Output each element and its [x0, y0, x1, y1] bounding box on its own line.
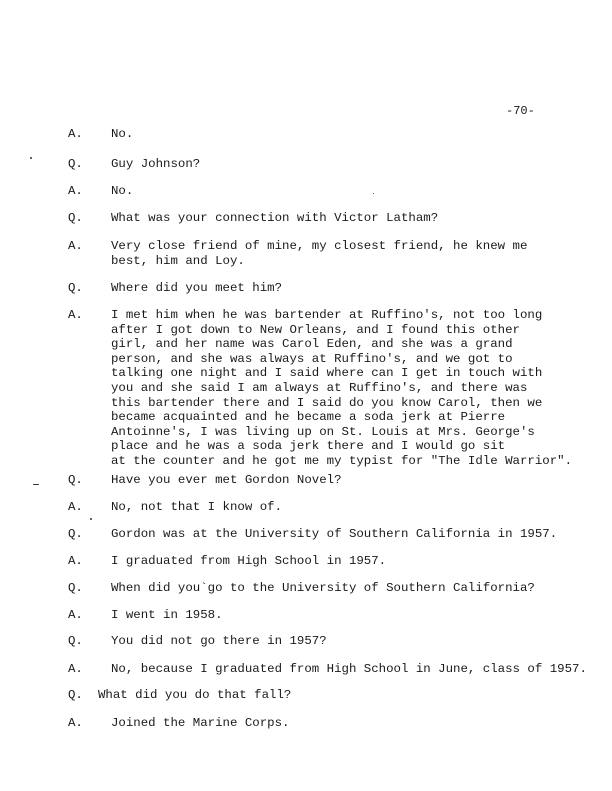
question-text: What was your connection with Victor Latham? — [111, 211, 439, 225]
speaker-label: A. — [68, 554, 83, 568]
speaker-label: Q. — [68, 581, 83, 595]
speaker-label: Q. — [68, 211, 83, 225]
question-text: Gordon was at the University of Southern California in 1957. — [111, 527, 558, 541]
speaker-label: Q. — [68, 688, 83, 702]
scan-speck — [33, 484, 39, 485]
speaker-label: A. — [68, 716, 83, 730]
answer-text: No. — [111, 127, 134, 141]
question-text: What did you do that fall? — [98, 688, 292, 702]
speaker-label: A. — [68, 608, 83, 622]
speaker-label: A. — [68, 662, 83, 676]
answer-text: No, not that I know of. — [111, 500, 283, 514]
speaker-label: A. — [68, 308, 83, 322]
answer-text: I went in 1958. — [111, 608, 223, 622]
speaker-label: Q. — [68, 634, 83, 648]
answer-text: No, because I graduated from High School in June, class of 1957. — [111, 662, 587, 676]
speaker-label: Q. — [68, 157, 83, 171]
scan-speck — [373, 193, 374, 194]
question-text: You did not go there in 1957? — [111, 634, 327, 648]
speaker-label: A. — [68, 500, 83, 514]
speaker-label: Q. — [68, 527, 83, 541]
speaker-label: A. — [68, 239, 83, 253]
scan-speck — [30, 157, 32, 159]
question-text: When did you`go to the University of Southern California? — [111, 581, 535, 595]
question-text: Have you ever met Gordon Novel? — [111, 473, 342, 487]
answer-text: Very close friend of mine, my closest friend, he knew me best, him and Loy. — [111, 239, 528, 268]
answer-text: I graduated from High School in 1957. — [111, 554, 387, 568]
speaker-label: A. — [68, 184, 83, 198]
speaker-label: Q. — [68, 281, 83, 295]
answer-text: No. — [111, 184, 134, 198]
answer-text: I met him when he was bartender at Ruffino's, not too long after I got down to New Orleans, and I found this other girl, and her name was Carol Eden, and she was a grand person, and she was always at Ruffino's, and we got to talking one night and I said where can I get in touch with you and she said I am always at Ruffino's, and there was this bartender there and I said do you know Carol, then we became acquainted and he became a soda jerk at Pierre Antoinne's, I was living up on St. Louis at Mrs. George's place and he was a soda jerk there and I would go sit at the counter and he got me my typist for "The Idle Warrior". — [111, 308, 573, 468]
page-number: -70- — [506, 104, 535, 118]
question-text: Where did you meet him? — [111, 281, 283, 295]
speaker-label: A. — [68, 127, 83, 141]
scan-speck — [90, 518, 92, 520]
answer-text: Joined the Marine Corps. — [111, 716, 290, 730]
speaker-label: Q. — [68, 473, 83, 487]
question-text: Guy Johnson? — [111, 157, 201, 171]
